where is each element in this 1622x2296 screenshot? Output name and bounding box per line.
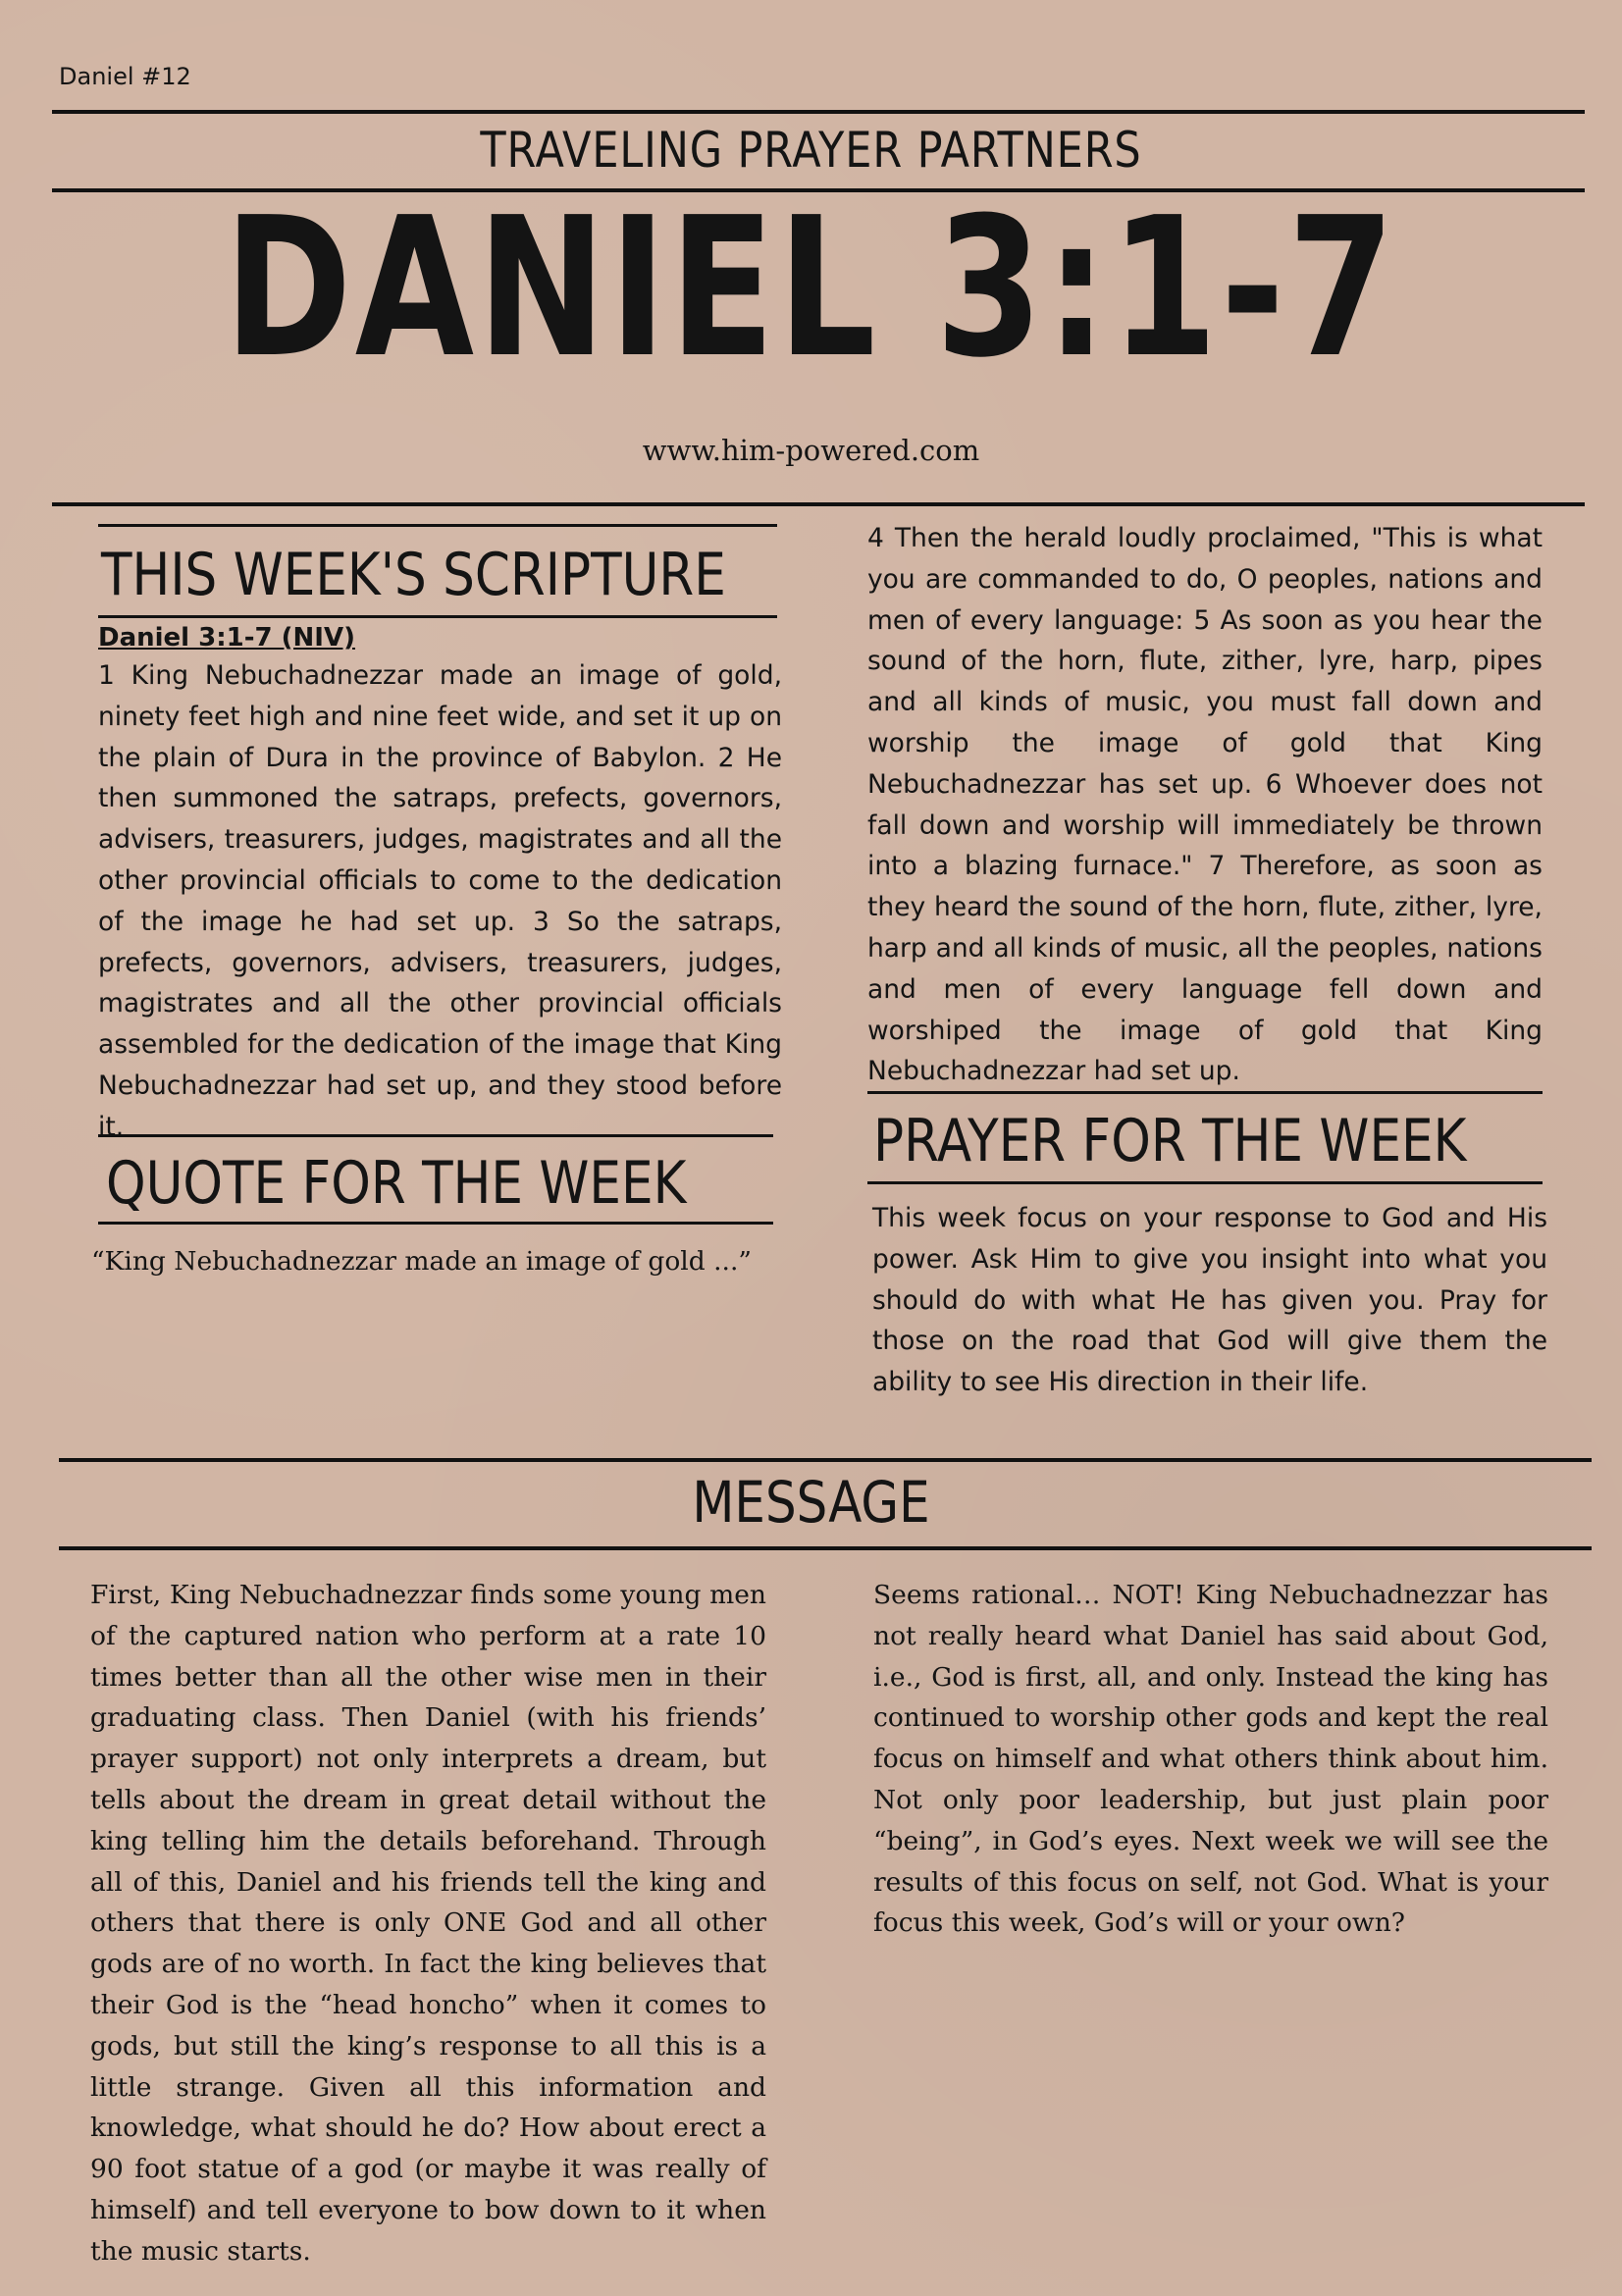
- prayer-heading: PRAYER FOR THE WEEK: [873, 1107, 1467, 1175]
- issue-number: Daniel #12: [59, 63, 191, 90]
- scripture-reference: Daniel 3:1-7 (NIV): [98, 623, 355, 652]
- website-link[interactable]: www.him-powered.com: [642, 434, 980, 467]
- quote-text: “King Nebuchadnezzar made an image of gold ...”: [91, 1246, 752, 1277]
- page-title: DANIEL 3:1-7: [224, 177, 1398, 400]
- header-bottom-rule: [52, 502, 1585, 506]
- message-bottom-rule: [59, 1546, 1592, 1550]
- scripture-heading-bottom-rule: [98, 615, 777, 618]
- scripture-text-part2: 4 Then the herald loudly proclaimed, "This is what you are commanded to do, O peoples, nations and men of every language: 5 As soon as you hear the sound of the horn, flute, zither, lyre, harp, pipes and all kinds of music, you must fall down and worship the image of gold that King Nebuchadnezzar has set up. 6 Whoever does not fall down and worship will immediately be thrown into a blazing furnace." 7 Therefore, as soon as they heard the sound of the horn, flute, zither, lyre, harp and all kinds of music, all the peoples, nations and men of every language fell down and worshiped the image of gold that King Nebuchadnezzar had set up.: [867, 523, 1543, 1087]
- message-top-rule: [59, 1458, 1592, 1462]
- prayer-heading-bottom-rule: [867, 1181, 1543, 1184]
- quote-heading: QUOTE FOR THE WEEK: [106, 1149, 687, 1218]
- message-heading: MESSAGE: [692, 1469, 930, 1536]
- quote-heading-bottom-rule: [98, 1222, 773, 1225]
- kicker-title: TRAVELING PRAYER PARTNERS: [480, 122, 1142, 179]
- scripture-text-part1: 1 King Nebuchadnezzar made an image of gold, ninety feet high and nine feet wide, and set it up on the plain of Dura in the province of Babylon. 2 He then summoned the satraps, prefects, governors, advisers, treasurers, judges, magistrates and all the other provincial officials to come to the dedication of the image he had set up. 3 So the satraps, prefects, governors, advisers, treasurers, judges, magistrates and all the other provincial officials assembled for the dedication of the image that King Nebuchadnezzar had set up, and they stood before it.: [98, 660, 782, 1142]
- prayer-heading-top-rule: [867, 1091, 1543, 1094]
- prayer-text: This week focus on your response to God and His power. Ask Him to give you insight into what you should do with what He has given you. Pray for those on the road that God will give them the ability to see His direction in their life.: [872, 1203, 1547, 1398]
- scripture-heading-top-rule: [98, 524, 777, 527]
- message-column-2: Seems rational… NOT! King Nebuchadnezzar has not really heard what Daniel has said about God, i.e., God is first, all, and only. Instead the king has continued to worship other gods and kept the real focus on himself and what others think about him. Not only poor leadership, but just plain poor “being”, in God’s eyes. Next week we will see the results of this focus on self, not God. What is your focus this week, God’s will or your own?: [873, 1580, 1548, 1939]
- quote-heading-top-rule: [98, 1134, 773, 1137]
- header-top-rule: [52, 110, 1585, 114]
- scripture-heading: THIS WEEK'S SCRIPTURE: [101, 541, 726, 609]
- message-column-1: First, King Nebuchadnezzar finds some young men of the captured nation who perform at a rate 10 times better than all the other wise men in their graduating class. Then Daniel (with his friends’ prayer support) not only interprets a dream, but tells about the dream in great detail without the king telling him the details beforehand. Through all of this, Daniel and his friends tell the king and others that there is only ONE God and all other gods are of no worth. In fact the king believes that their God is the “head honcho” when it comes to gods, but still the king’s response to all this is a little strange. Given all this information and knowledge, what should he do? How about erect a 90 foot statue of a god (or maybe it was really of himself) and tell everyone to bow down to it when the music starts.: [90, 1580, 766, 2267]
